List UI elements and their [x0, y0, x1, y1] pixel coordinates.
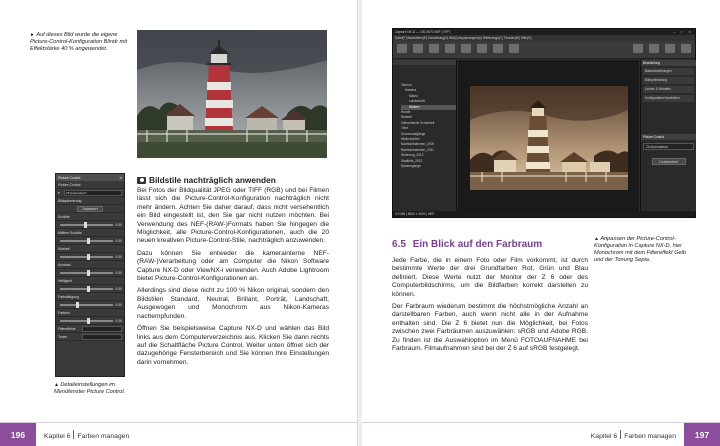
panel-title: Bearbeitung: [641, 60, 696, 66]
folder-item[interactable]: Tiere: [401, 126, 409, 131]
dialog-row: Klarheit: [56, 245, 124, 253]
panel-row[interactable]: Konfiguration bearbeiten: [643, 95, 694, 102]
contrast-slider[interactable]: [60, 272, 113, 274]
paragraph: Dazu können Sie entweder die kamerainterne NEF-(RAW-)Verarbeitung oder am Computer die Nikon Software Capture NX-D oder ViewNX-i verwenden. Auch Adobe Lightroom bietet Picture-Control-Konfigurationen an.: [137, 249, 329, 283]
panel-row[interactable]: Lichter & Schatten: [643, 86, 694, 93]
slider-row: 0.00: [56, 301, 124, 309]
folder-item-selected[interactable]: Wolken: [401, 105, 456, 110]
camera-icon: [137, 177, 146, 184]
folder-item[interactable]: Nachtaufnahmen_2000: [401, 142, 435, 147]
paragraph: Bei Fotos der Bildqualität JPEG oder TIFF (RGB) und bei Filmen lässt sich die Picture-Control-Konfiguration nachträglich nicht mehr ändern. Achten Sie daher darauf, dass nicht versehentlich ein Bild eingestellt ist, den Sie gar nicht nutzen möchten. Bei Verwendung des NEF-(RAW-)Formats haben Sie hingegen die Möglichkeit, alle Picture-Control-Konfigurationen, auch die 20 neuen kreativen Picture-Control-Stile, nachträglich anzuwenden.: [137, 187, 329, 245]
settings-icon[interactable]: [681, 44, 691, 53]
picture-control-title: Picture Control: [641, 134, 696, 140]
dialog-row: Farbton: [56, 309, 124, 317]
slider-row: 0.00: [56, 317, 124, 325]
slider-row: 0.00: [56, 269, 124, 277]
folder-item[interactable]: Himmel: [401, 115, 412, 120]
open-icon[interactable]: [413, 44, 423, 53]
clarity-slider[interactable]: [60, 256, 113, 258]
folder-tree: [393, 60, 457, 212]
picture-control-dialog: [55, 173, 125, 377]
section-heading: [392, 239, 592, 250]
folder-item[interactable]: Kamera: [405, 88, 417, 93]
menu-bar[interactable]: Datei(F) Bearbeiten(E) Darstellung(V) Bild(I) Anpassungen(A) Werkzeuge(T) Fenster(W) Hilfe(H): [393, 35, 695, 41]
dialog-title: Picture Control: [58, 175, 81, 180]
folder-item[interactable]: Sonnenaufgänge: [401, 131, 426, 136]
heading-number: 6.5: [392, 239, 406, 250]
rotate-icon[interactable]: [477, 44, 487, 53]
toning-select[interactable]: [82, 334, 122, 340]
folder-item[interactable]: Hunde: [401, 110, 411, 115]
caption-bottom: ▲ Detaileinstellungen im Menüfenster Picture Control.: [54, 382, 126, 395]
share-icon[interactable]: [633, 44, 643, 53]
slider-row: 0.00: [56, 237, 124, 245]
folder-item[interactable]: Weihnachten: [401, 137, 420, 142]
footer-right: [362, 422, 720, 446]
folder-item[interactable]: Landschaft: [409, 99, 425, 104]
folder-item[interactable]: Wohnung_2012: [401, 153, 424, 158]
heading-title: Ein Blick auf den Farbraum: [412, 239, 543, 250]
folder-item[interactable]: Gärtnerische Schönheit: [401, 120, 435, 125]
slider-row: 0.00: [56, 221, 124, 229]
toolbar: [393, 41, 695, 59]
folder-item[interactable]: Makro: [409, 93, 418, 98]
panel-row[interactable]: Bildoptimierung: [643, 77, 694, 84]
paragraph: Der Farbraum wiederum bestimmt die höchstmögliche Anzahl an darstellbaren Farben, auch wenn nicht alle in der Aufnahme enthalten sind. Die Z 6 bietet nun die Möglichkeit, bei Fotos zwischen zwei Farbräumen auszuwählen: sRGB und Adobe RGB. Zu finden ist die Auswahloption im Menü FOTOAUFNAHME bei Farbraum. Filmaufnahmen sind bei der Z 6 auf sRGB festgelegt.: [392, 303, 588, 353]
brightness-slider[interactable]: [60, 288, 113, 290]
filter-effect-select[interactable]: [82, 326, 122, 332]
folder-item[interactable]: Spaziergänge: [401, 164, 421, 169]
print-icon[interactable]: [649, 44, 659, 53]
adjust-panel: [640, 60, 696, 212]
folder-item[interactable]: Stadtbild_2013: [401, 158, 423, 163]
reset-button[interactable]: Zurücksetzen: [652, 158, 686, 165]
dialog-select-row[interactable]: ▾ Z6 Automatisch: [56, 189, 124, 197]
compare-icon[interactable]: [461, 44, 471, 53]
adjust-button[interactable]: Anpassen: [77, 206, 102, 212]
dialog-row: Farbsättigung: [56, 293, 124, 301]
right-page: [362, 0, 720, 446]
picture-control-select[interactable]: Z6 Automatisch: [643, 143, 694, 150]
dialog-title-bar: [56, 174, 124, 181]
dialog-row: Schärfe: [56, 213, 124, 221]
left-page: [0, 0, 358, 446]
status-bar: 3.9 MB | 6000 × 4000 | NEF: [393, 211, 695, 217]
caption-side: ▲ Anpassen der Picture-Control-Konfiguration in Capture NX-D, hier Monochrom mit dem Filtereffekt Gelb und der Tonung Sepia.: [594, 236, 687, 263]
paragraph: Jede Farbe, die in einem Foto oder Film vorkommt, ist durch bestimmte Werte der drei Grundfarben Rot, Grün und Blau definiert. Diese Werte nutzt der Monitor der Z 6 oder des Computerbildschirms, um die Bildfarben korrekt darstellen zu können.: [392, 257, 588, 298]
adjust-panel-icon[interactable]: [665, 44, 675, 53]
chapter-label: Kapitel 6 Farben managen: [591, 430, 676, 440]
folder-icon[interactable]: [397, 44, 407, 53]
body-text: [137, 187, 329, 371]
page-number: 196: [0, 423, 36, 446]
paragraph: Öffnen Sie beispielsweise Capture NX-D und wählen das Bild links aus dem Computerverzeichnis aus. Klicken Sie dann rechts auf die Schaltfläche Picture Control. Weiter unten öffnet sich der dazugehörige Fensterbereich und Sie können Ihre Einstellungen darin vornehmen.: [137, 325, 329, 366]
slider-row: 0.00: [56, 285, 124, 293]
close-icon[interactable]: ✕: [119, 175, 122, 180]
dialog-button-row: [56, 205, 124, 213]
dialog-row: Mittlere Schärfe: [56, 229, 124, 237]
save-icon[interactable]: [429, 44, 439, 53]
image-viewer[interactable]: [458, 60, 639, 212]
dialog-row: Kontrast: [56, 261, 124, 269]
hue-slider[interactable]: [60, 320, 113, 322]
paragraph: Allerdings sind diese nicht zu 100 % Nikon original, sondern den Bildstilen Standard, Neutral, Brillant, Porträt, Landschaft, Ausgewogen und Monochrom aus Nikon-Kameras nachempfunden.: [137, 287, 329, 320]
window-title: Capture NX-D — 130-4670.NEF (TIFF): [395, 30, 451, 34]
slider-row: 0.00: [56, 253, 124, 261]
body-text: [392, 257, 588, 357]
panel-row[interactable]: Basiseinstellungen: [643, 68, 694, 75]
dialog-row: Helligkeit: [56, 277, 124, 285]
picture-control-select[interactable]: Z6 Automatisch: [64, 190, 122, 196]
dialog-select-row: Tonen: [56, 333, 124, 341]
footer-left: [0, 422, 358, 446]
levels-icon[interactable]: [509, 44, 519, 53]
lighthouse-photo: [137, 30, 327, 158]
browser-icon[interactable]: [445, 44, 455, 53]
dialog-row: Picture Control: [56, 181, 124, 189]
window-controls[interactable]: – ▢ ✕: [673, 30, 693, 34]
capture-nxd-screenshot: [392, 28, 696, 218]
folder-item[interactable]: Nachtaufnahmen_2011: [401, 147, 434, 152]
page-number: 197: [684, 423, 720, 446]
dialog-row: Bildoptimierung: [56, 197, 124, 205]
section-heading: Bildstile nachträglich anwenden: [137, 175, 337, 185]
crop-icon[interactable]: [493, 44, 503, 53]
sharpness-slider[interactable]: [60, 224, 113, 226]
folder-item[interactable]: Tamron: [401, 83, 412, 87]
caption-top: ► Auf dieses Bild wurde die eigene Picture-Control-Konfiguration Blindr mit Effektstärke 40 % angewendet.: [30, 32, 127, 52]
saturation-slider[interactable]: [60, 304, 113, 306]
chapter-label: Kapitel 6 Farben managen: [44, 430, 129, 440]
mid-sharpness-slider[interactable]: [60, 240, 113, 242]
dialog-select-row: Filtereffekte: [56, 325, 124, 333]
